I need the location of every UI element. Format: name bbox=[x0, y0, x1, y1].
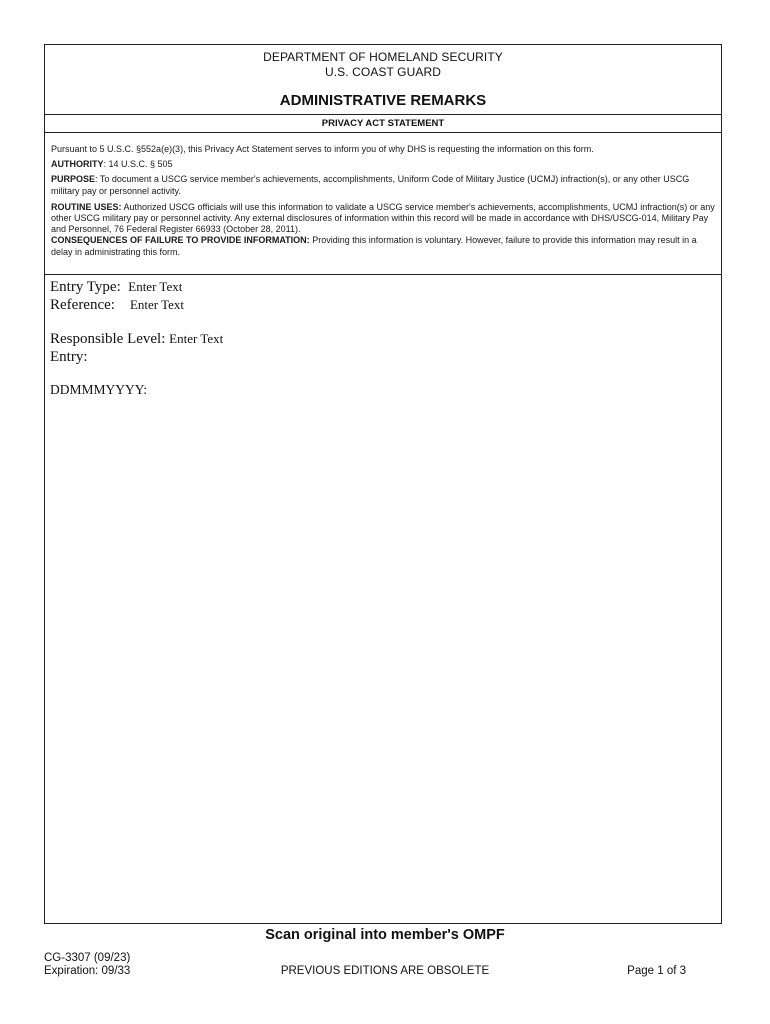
scan-instruction: Scan original into member's OMPF bbox=[265, 927, 505, 943]
entry-type-field[interactable]: Enter Text bbox=[128, 279, 183, 294]
department-name: DEPARTMENT OF HOMELAND SECURITY bbox=[263, 50, 503, 64]
entry-type-label: Entry Type: bbox=[50, 279, 121, 295]
form-number: CG-3307 (09/23) bbox=[44, 952, 131, 964]
reference-row bbox=[50, 296, 223, 314]
entry-type-row bbox=[50, 278, 223, 296]
authority-text: : 14 U.S.C. § 505 bbox=[103, 159, 173, 170]
routine-uses-text: Authorized USCG officials will use this information to validate a USCG service member's achievements, accomplishments, UCMJ infraction(s) or any other USCG military pay or personnel activity. Any external disclosures of information within this record will be made in accordance with DHS/USCG-014, Military Pay and Personnel, 76 Federal Register 66933 (October 28, 2011). bbox=[51, 201, 715, 235]
entry-row bbox=[50, 348, 223, 366]
consequences-label: CONSEQUENCES OF FAILURE TO PROVIDE INFORMATION: bbox=[51, 235, 310, 246]
purpose-label: PURPOSE bbox=[51, 174, 96, 185]
privacy-title-divider bbox=[45, 132, 721, 133]
consequences-text: Providing this information is voluntary. However, failure to provide this information may result in a delay in administrating this form. bbox=[51, 235, 697, 257]
editions-note: PREVIOUS EDITIONS ARE OBSOLETE bbox=[280, 965, 490, 977]
date-label: DDMMMYYYY: bbox=[50, 382, 148, 397]
privacy-routine-uses bbox=[51, 202, 715, 236]
agency-name: U.S. COAST GUARD bbox=[324, 65, 442, 79]
routine-uses-label: ROUTINE USES: bbox=[51, 201, 122, 212]
form-frame bbox=[44, 44, 722, 924]
form-title: ADMINISTRATIVE REMARKS bbox=[279, 92, 487, 109]
entry-area bbox=[50, 278, 223, 399]
privacy-body bbox=[45, 144, 721, 258]
date-row bbox=[50, 381, 223, 399]
responsible-level-row bbox=[50, 330, 223, 348]
responsible-level-label: Responsible Level: bbox=[50, 331, 166, 347]
privacy-title: PRIVACY ACT STATEMENT bbox=[321, 118, 445, 129]
purpose-text: : To document a USCG service member's achievements, accomplishments, Uniform Code of Military Justice (UCMJ) infraction(s), or any other USCG military pay or personnel activity. bbox=[51, 174, 690, 196]
form-header bbox=[45, 45, 721, 109]
responsible-level-field[interactable]: Enter Text bbox=[169, 331, 224, 346]
privacy-purpose bbox=[51, 174, 715, 196]
form-expiration: Expiration: 09/33 bbox=[44, 965, 131, 977]
reference-label: Reference: bbox=[50, 297, 115, 313]
authority-label: AUTHORITY bbox=[51, 159, 104, 170]
privacy-act-statement bbox=[45, 115, 721, 132]
page-number: Page 1 of 3 bbox=[627, 965, 686, 977]
entry-label: Entry: bbox=[50, 349, 88, 365]
privacy-consequences bbox=[51, 235, 715, 257]
reference-field[interactable]: Enter Text bbox=[129, 297, 185, 312]
privacy-authority bbox=[51, 159, 715, 170]
privacy-bottom-divider bbox=[45, 274, 721, 275]
privacy-intro: Pursuant to 5 U.S.C. §552a(e)(3), this Privacy Act Statement serves to inform you of why DHS is requesting the information on this form. bbox=[51, 144, 594, 154]
